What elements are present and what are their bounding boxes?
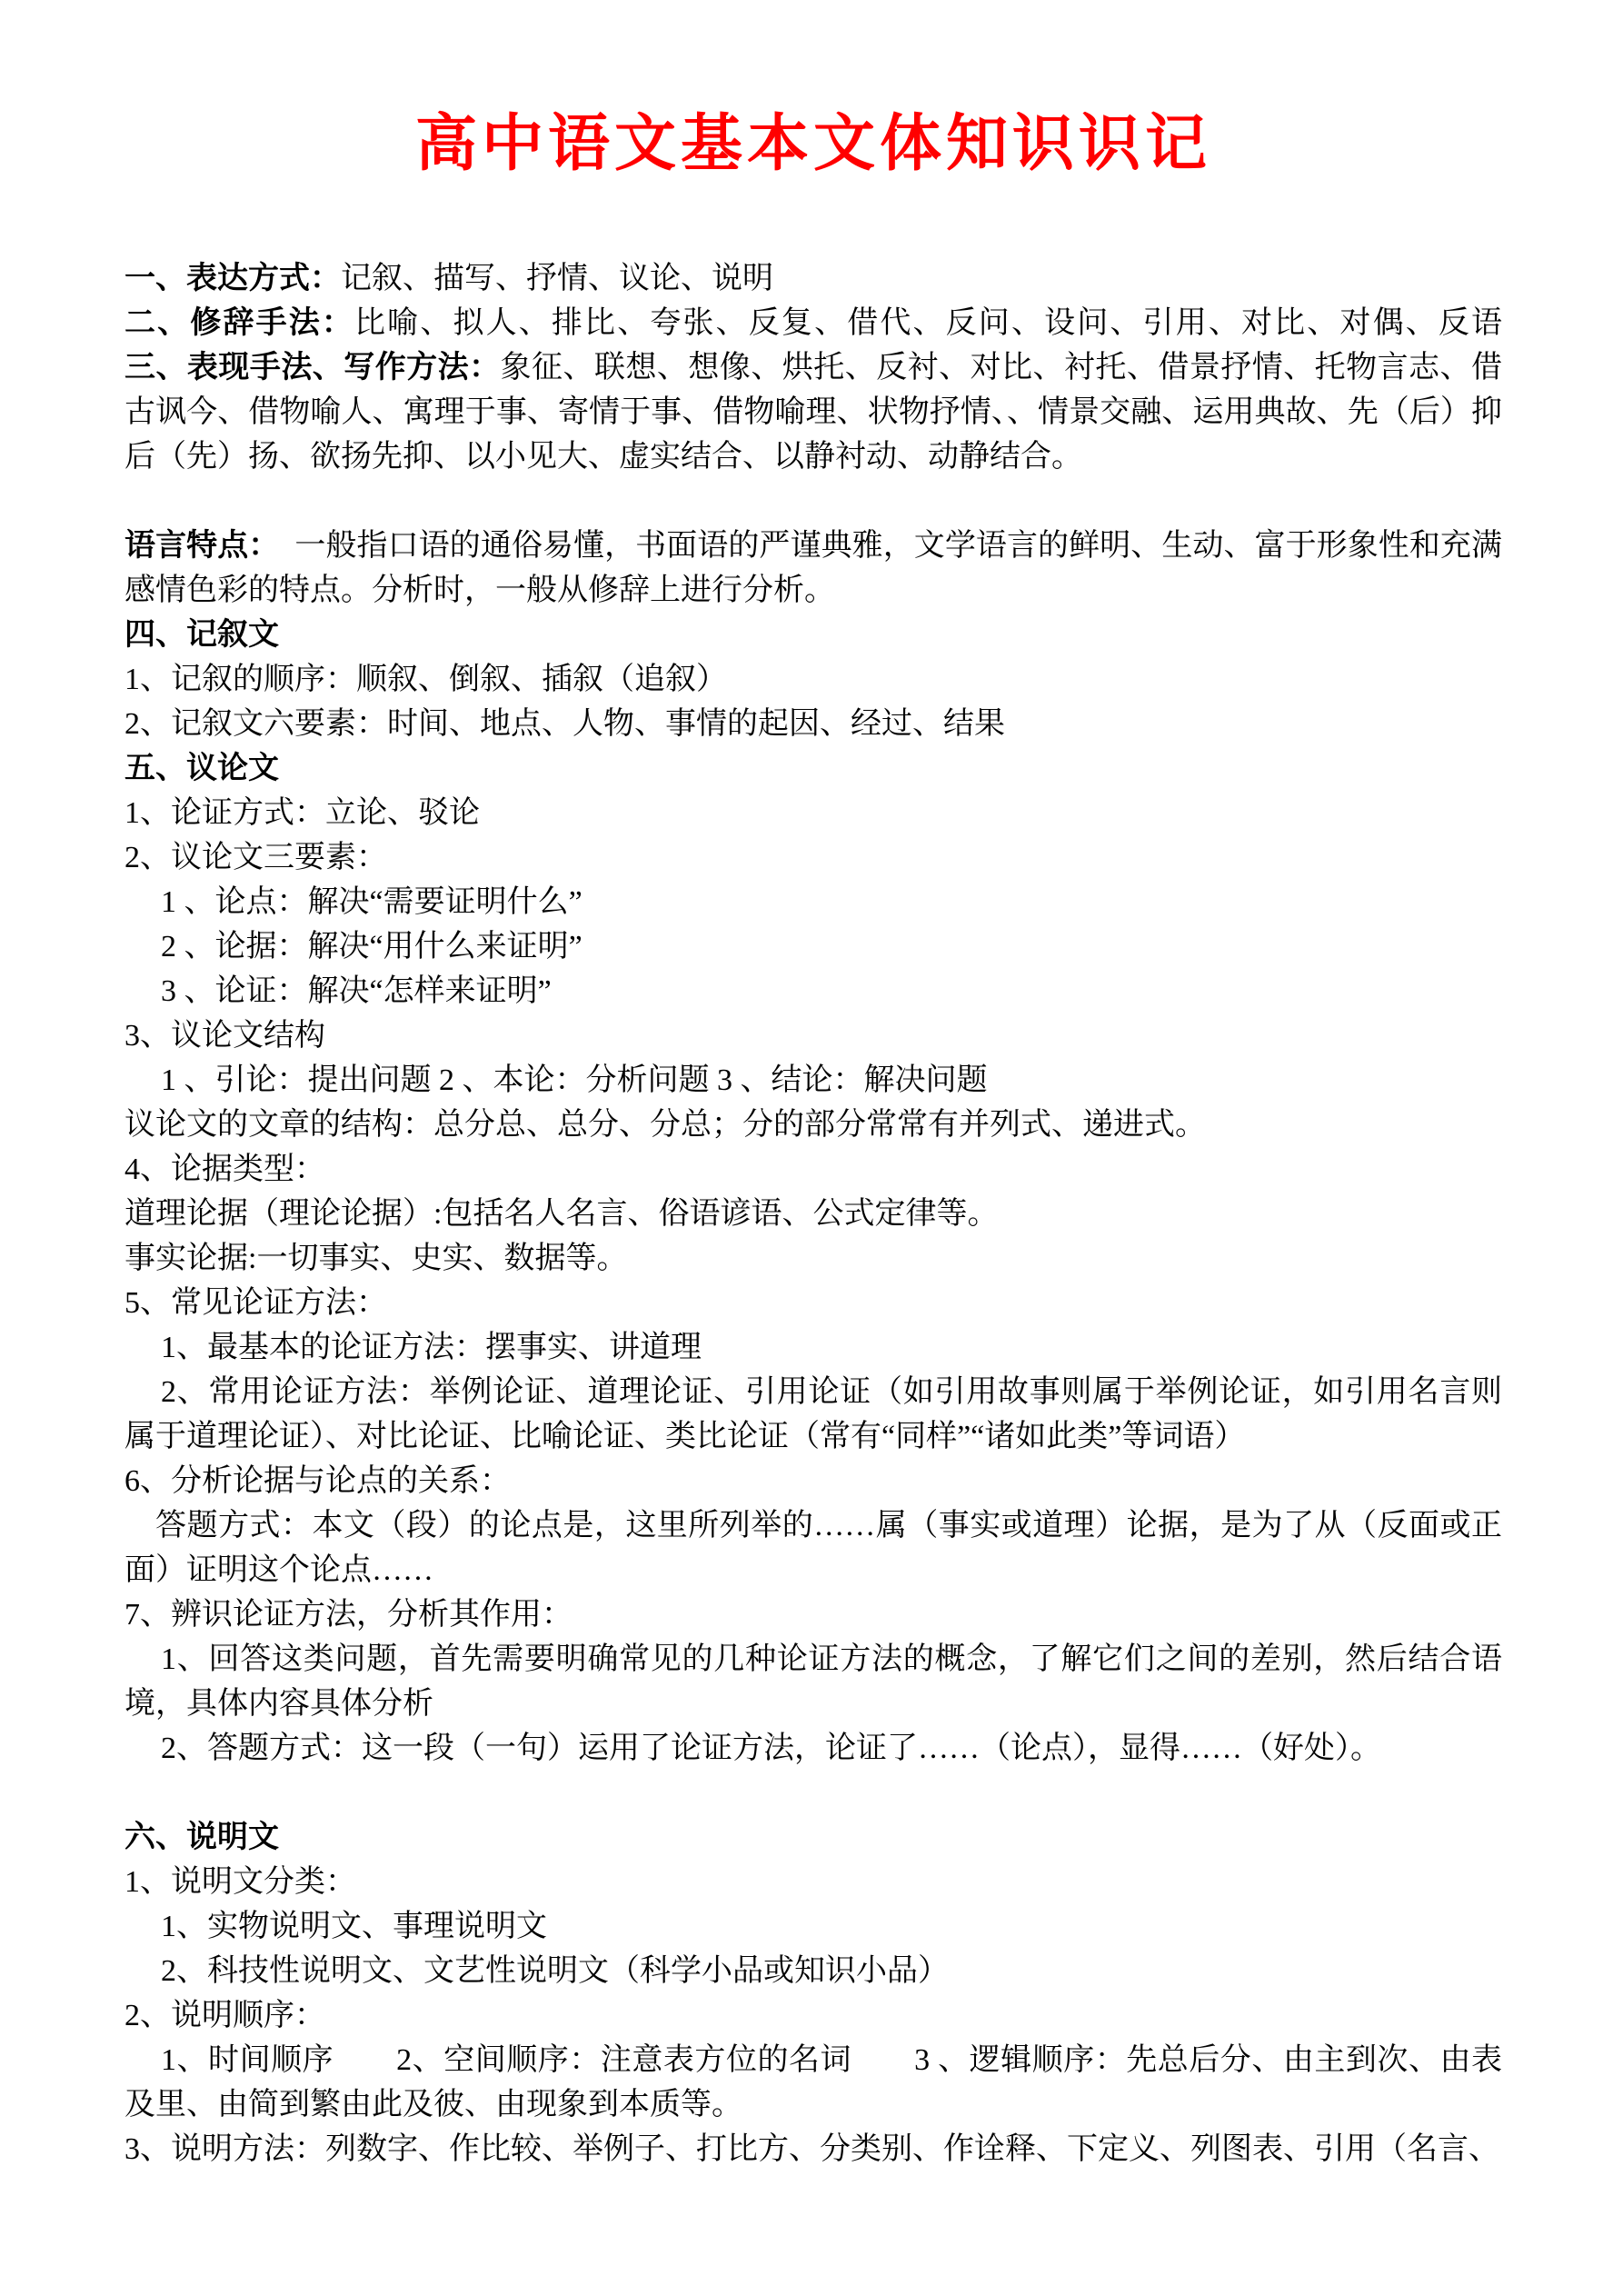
paragraph-line [124,1192,1502,1236]
paragraph-line [124,479,1502,524]
text-segment: 2 、论据：解决“用什么来证明” [161,930,582,963]
paragraph-line [124,1949,1502,1993]
text-segment: 1、时间顺序 2、空间顺序：注意表方位的名词 3 、逻辑顺序：先总后分、由主到次、由表及里、由简到繁由此及彼、由现象到本质等。 [124,2043,1502,2121]
text-segment: 1、回答这类问题，首先需要明确常见的几种论证方法的概念，了解它们之间的差别，然后结合语境，具体内容具体分析 [124,1642,1502,1721]
text-segment: 3 、论证：解决“怎样来证明” [161,974,552,1008]
text-segment: 4、论据类型： [124,1153,325,1186]
bold-text-segment: 一、表达方式： [124,261,341,295]
text-segment: 事实论据:一切事实、史实、数据等。 [124,1242,628,1275]
paragraph-line [124,1459,1502,1503]
paragraph-line [124,1503,1502,1592]
paragraph-line [124,1904,1502,1949]
paragraph-line [124,1637,1502,1726]
paragraph-line [124,1013,1502,1058]
text-segment: 6、分析论据与论点的关系： [124,1464,511,1498]
text-segment: 道理论据（理论论据）:包括名人名言、俗语谚语、公式定律等。 [124,1197,999,1231]
paragraph-line [124,969,1502,1013]
bold-text-segment: 五、议论文 [124,751,279,785]
paragraph-line [124,613,1502,657]
paragraph-line [124,657,1502,702]
paragraph-line [124,746,1502,791]
text-segment: 2、说明顺序： [124,1999,325,2032]
text-segment: 2、常用论证方法：举例论证、道理论证、引用论证（如引用故事则属于举例论证，如引用名言则属于道理论证）、对比论证、比喻论证、类比论证（常有“同样”“诸如此类”等词语） [124,1375,1502,1453]
bold-text-segment: 二、修辞手法： [124,305,355,340]
text-segment: 议论文的文章的结构：总分总、总分、分总；分的部分常常有并列式、递进式。 [124,1108,1206,1142]
paragraph-line [124,1815,1502,1860]
text-segment: 5、常见论证方法： [124,1286,387,1320]
paragraph-line [124,1592,1502,1637]
text-segment: 1、说明文分类： [124,1865,356,1899]
text-segment: 答题方式：本文（段）的论点是，这里所列举的……属（事实或道理）论据，是为了从（反面或正面）证明这个论点…… [124,1509,1502,1587]
paragraph-line [124,1726,1502,1771]
paragraph-line [124,1325,1502,1370]
bold-text-segment: 四、记叙文 [124,617,279,652]
paragraph-line [124,1370,1502,1459]
paragraph-line [124,524,1502,613]
text-segment: 象征、联想、想像、烘托、反衬、对比、衬托、借景抒情、托物言志、借古讽今、借物喻人、寓理于事、寄情于事、借物喻理、状物抒情、、情景交融、运用典故、先（后）抑后（先）扬、欲扬先抑、以小见大、虚实结合、以静衬动、动静结合。 [124,351,1503,474]
text-segment: 记叙、描写、抒情、议论、说明 [341,262,773,295]
paragraph-line [124,1147,1502,1192]
text-segment: 3、议论文结构 [124,1019,325,1053]
paragraph-line [124,1281,1502,1325]
bold-text-segment: 六、说明文 [124,1820,279,1854]
text-segment: 7、辨识论证方法，分析其作用： [124,1598,573,1632]
paragraph-line [124,702,1502,746]
paragraph-line [124,1058,1502,1103]
paragraph-line [124,880,1502,924]
document-body [124,256,1502,2171]
paragraph-line [124,345,1502,479]
document-title: 高中语文基本文体知识识记 [414,109,1211,178]
text-segment: 1、最基本的论证方法：摆事实、讲道理 [161,1331,702,1364]
text-segment: 3、说明方法：列数字、作比较、举例子、打比方、分类别、作诠释、下定义、列图表、引用（名言、 [124,2132,1499,2166]
text-segment: 2、答题方式：这一段（一句）运用了论证方法，论证了……（论点），显得……（好处）。 [161,1732,1381,1765]
text-segment: 2、议论文三要素： [124,841,387,874]
paragraph-line [124,791,1502,835]
text-segment: 2、记叙文六要素：时间、地点、人物、事情的起因、经过、结果 [124,707,1005,741]
paragraph-line [124,1771,1502,1815]
paragraph-line [124,1993,1502,2038]
paragraph-line [124,2038,1502,2127]
text-segment: 2、科技性说明文、文艺性说明文（科学小品或知识小品） [161,1954,949,1988]
text-segment: 1 、引论：提出问题 2 、本论：分析问题 3 、结论：解决问题 [161,1063,988,1097]
paragraph-line [124,924,1502,969]
text-segment: 1 、论点：解决“需要证明什么” [161,885,582,919]
bold-text-segment: 语言特点： [124,528,264,563]
text-segment: 1、记叙的顺序：顺叙、倒叙、插叙（追叙） [124,663,727,696]
paragraph-line [124,1236,1502,1281]
text-segment: 比喻、拟人、排比、夸张、反复、借代、反问、设问、引用、对比、对偶、反语 [354,306,1503,340]
text-segment: 1、论证方式：立论、驳论 [124,796,480,830]
paragraph-line [124,835,1502,880]
paragraph-line [124,1860,1502,1904]
paragraph-line [124,256,1502,301]
paragraph-line [124,1103,1502,1147]
paragraph-line [124,2127,1502,2171]
text-segment: 一般指口语的通俗易懂，书面语的严谨典雅，文学语言的鲜明、生动、富于形象性和充满感情色彩的特点。分析时，一般从修辞上进行分析。 [124,529,1502,607]
bold-text-segment: 三、表现手法、写作方法： [124,350,501,384]
paragraph-line [124,301,1502,345]
text-segment: 1、实物说明文、事理说明文 [161,1910,547,1943]
